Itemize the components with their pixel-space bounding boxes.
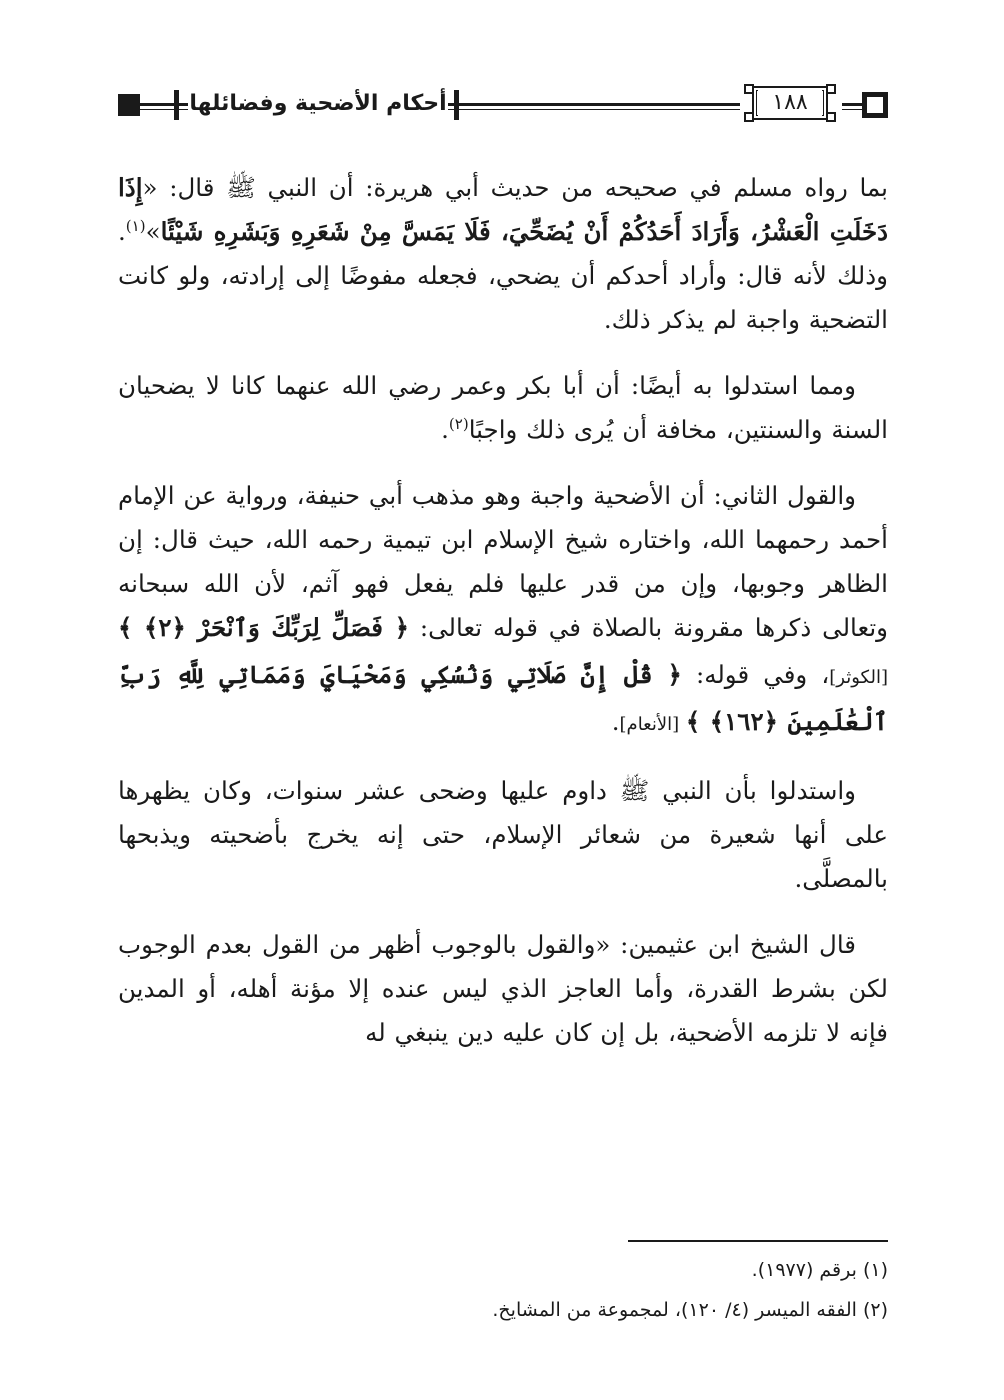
surah-reference: [الكوثر]	[829, 667, 888, 688]
paragraph: قال الشيخ ابن عثيمين: «والقول بالوجوب أظهر من القول بعدم الوجوب لكن بشرط القدرة، وأما العاجز الذي ليس عنده إلا مؤنة أهله، أو المدين فإنه لا تلزمه الأضحية، بل إن كان عليه دين ينبغي له	[118, 930, 888, 1047]
main-text	[118, 166, 888, 1077]
paragraph	[118, 474, 888, 747]
page-number: ١٨٨	[758, 88, 822, 118]
header-bar-ornament	[174, 90, 179, 120]
paragraph: واستدلوا بأن النبي ﷺ داوم عليها وضحى عشر سنوات، وكان يظهرها على أنها شعيرة من شعائر الإسلام، حتى إنه يخرج بأضحيته ويذبحها بالمصلَّى.	[118, 776, 888, 893]
frame-corner	[744, 84, 754, 94]
footnote-ref: (٢)	[448, 414, 469, 433]
footnotes	[118, 1250, 888, 1330]
page-header	[118, 84, 888, 124]
footnote-separator	[628, 1240, 888, 1242]
footnote: (٢) الفقه الميسر (٤/ ١٢٠)، لمجموعة من المشايخ.	[492, 1299, 888, 1321]
text-run: .	[611, 707, 620, 736]
frame-corner	[744, 112, 754, 122]
text-run: .	[441, 415, 449, 444]
frame-corner	[826, 84, 836, 94]
header-square-ornament-right	[862, 92, 888, 118]
text-run: ، وفي قوله:	[681, 660, 830, 689]
paragraph	[118, 166, 888, 342]
quran-verse: ﴿ فَصَلِّ لِرَبِّكَ وَٱنْحَرْ ﴿٢﴾ ﴾	[118, 613, 409, 642]
text-run: والقول الثاني: أن الأضحية واجبة وهو مذهب أبي حنيفة، ورواية عن الإمام أحمد رحمهما الله، واختاره شيخ الإسلام ابن تيمية رحمه الله، حيث قال: إن الظاهر وجوبها، وإن من قدر عليها فلم يفعل فهو آثم، لأن الله سبحانه وتعالى ذكرها مقرونة بالصلاة في قوله تعالى:	[118, 481, 888, 642]
footnote-ref: (١)	[125, 216, 146, 235]
hadith-quote: إِذَا دَخَلَتِ الْعَشْرُ، وَأَرَادَ أَحَدُكُمْ أَنْ يُضَحِّيَ، فَلَا يَمَسَّ مِنْ شَعَرِهِ وَبَشَرِهِ شَيْئًا	[118, 173, 888, 246]
text-run: بما رواه مسلم في صحيحه من حديث أبي هريرة: أن النبي ﷺ قال: «	[142, 173, 888, 202]
book-title: أحكام الأضحية وفضائلها	[188, 86, 448, 122]
frame-corner	[826, 112, 836, 122]
text-run: . وذلك لأنه قال: وأراد أحدكم أن يضحي، فجعله مفوضًا إلى إرادته، ولو كانت التضحية واجبة لم يذكر ذلك.	[118, 217, 888, 334]
quran-verse: ﴿ قُلْ إِنَّ صَلَاتِي وَنُسُكِي وَمَحْيَايَ وَمَمَاتِي لِلَّهِ رَبِّ ٱلْعَٰلَمِينَ ﴿١٦٢﴾ ﴾	[118, 660, 888, 736]
surah-reference: [الأنعام]	[619, 714, 686, 735]
text-run: ومما استدلوا به أيضًا: أن أبا بكر وعمر رضي الله عنهما كانا لا يضحيان السنة والسنتين، مخافة أن يُرى ذلك واجبًا	[118, 371, 888, 444]
page-number-frame	[740, 84, 842, 124]
paragraph	[118, 364, 888, 452]
text-run: »	[145, 217, 161, 246]
footnote: (١) برقم (١٩٧٧).	[751, 1259, 888, 1281]
header-bar-ornament	[454, 90, 459, 120]
header-square-ornament-left	[118, 94, 140, 116]
